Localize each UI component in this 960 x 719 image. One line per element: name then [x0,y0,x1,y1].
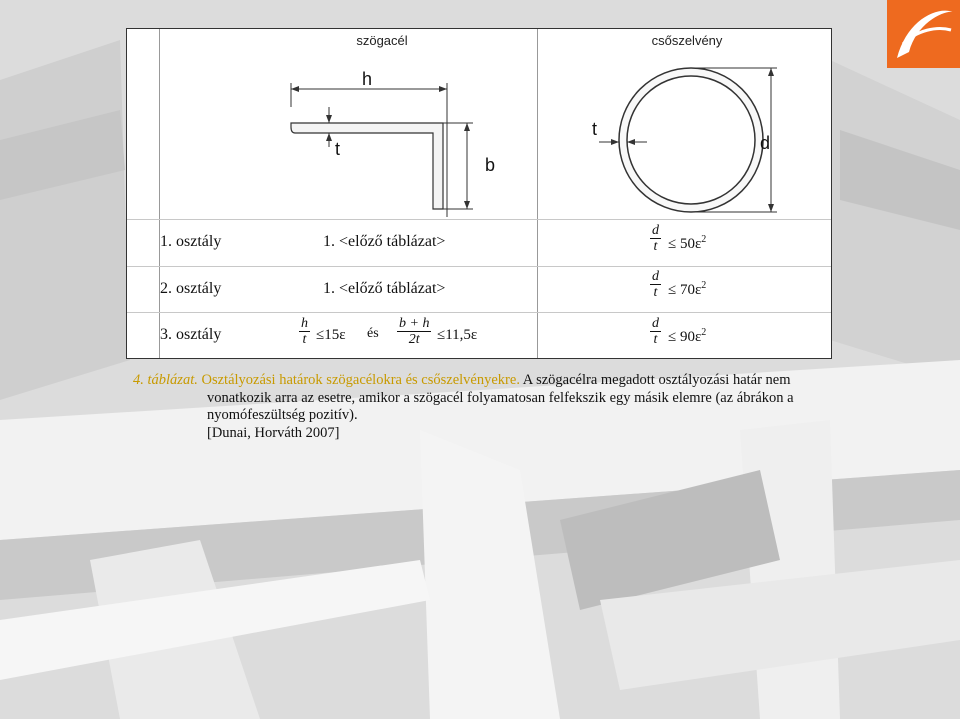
tube-ratio-class-3: $\frac{d}{t}$ [652,316,659,347]
row-label-class-3: 3. osztály [160,326,222,343]
column-divider [537,29,538,358]
brand-logo [887,0,960,68]
dimension-label-t-tube: t [592,119,598,139]
dimension-label-d: d [760,133,771,153]
angle-limit-bh-2t: ≤11,5ε [437,327,478,343]
conjunction-and: és [367,326,379,341]
table-caption [133,372,833,442]
angle-section-diagram [277,67,487,217]
dimension-label-t: t [335,139,341,159]
row-label-class-1: 1. osztály [160,233,222,250]
row-divider [127,266,831,267]
classification-table [126,28,832,359]
caption-source: [Dunai, Horváth 2007] [207,424,340,441]
caption-line-2: vonatkozik arra az esetre, amikor a szögacél folyamatosan felfekszik egy másik elemre (az ábrákon a [207,389,794,406]
angle-limit-h-t: ≤15ε [316,327,346,343]
dimension-label-h: h [362,69,373,89]
angle-rule-class-2: 1. <előző táblázat> [323,280,446,297]
header-tube-section: csőszelvény [651,33,723,48]
caption-line-3: nyomófeszültség pozitív). [207,407,358,423]
dimension-label-b: b [485,155,496,175]
row-divider [127,312,831,313]
row-label-class-2: 2. osztály [160,280,222,297]
tube-limit-class-2: ≤ $70\varepsilon^2$ [668,280,707,298]
header-angle-section: szögacél [356,33,408,48]
row-divider [127,219,831,220]
column-divider [159,29,160,358]
caption-number: 4. [133,372,144,388]
tube-ratio-class-2: $\frac{d}{t}$ [652,269,659,300]
caption-note-start: A szögacélra megadott osztályozási határ nem [522,372,791,388]
angle-ratio-h-t: $\frac{h}{t}$ [301,316,308,347]
angle-rule-class-1: 1. <előző táblázat> [323,233,446,250]
caption-label: táblázat. [147,372,198,388]
angle-ratio-bh-2t: $\frac{b + h}{2t}$ [399,316,430,347]
tube-ratio-class-1: $\frac{d}{t}$ [652,223,659,254]
tube-limit-class-3: ≤ $90\varepsilon^2$ [668,327,707,345]
caption-title: Osztályozási határok szögacélokra és csőszelvényekre. [201,372,520,388]
caption-line-1 [133,372,833,390]
tube-limit-class-1: ≤ $50\varepsilon^2$ [668,234,707,252]
tube-section-diagram [587,67,817,217]
